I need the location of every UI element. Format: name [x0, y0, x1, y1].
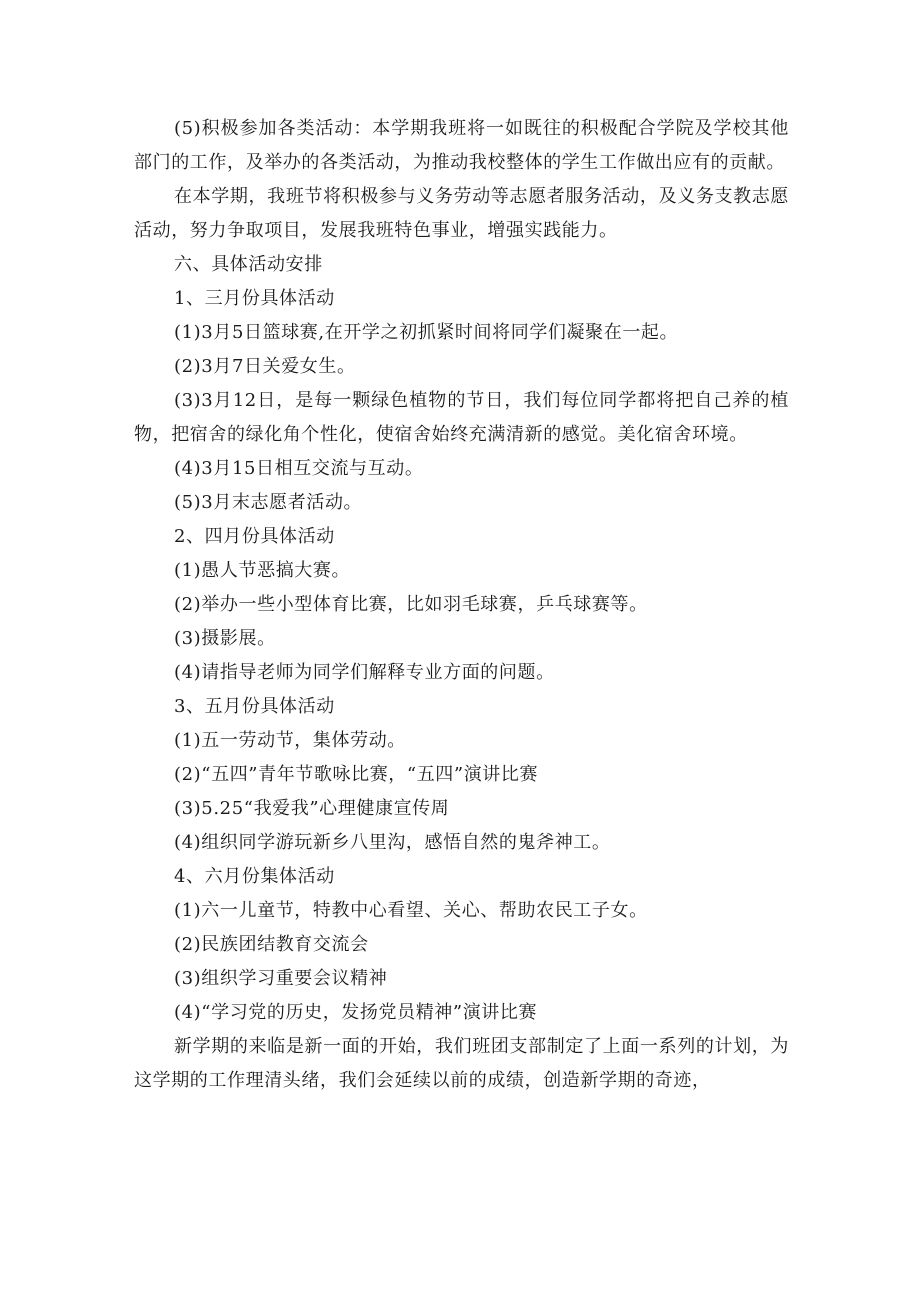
- list-item: (1)3月5日篮球赛,在开学之初抓紧时间将同学们凝聚在一起。: [174, 322, 679, 343]
- subheading-april: 2、四月份具体活动: [174, 526, 335, 547]
- list-item: (1)愚人节恶搞大赛。: [174, 560, 351, 581]
- list-item: (2)3月7日关爱女生。: [174, 356, 356, 377]
- paragraph-volunteer-plan: 在本学期，我班节将积极参与义务劳动等志愿者服务活动，及义务支教志愿活动，努力争取项目，发展我班特色事业，增强实践能力。: [134, 186, 789, 241]
- list-item: (3)组织学习重要会议精神: [174, 968, 388, 989]
- subheading-march: 1、三月份具体活动: [174, 288, 335, 309]
- list-item: (1)五一劳动节，集体劳动。: [174, 730, 406, 751]
- list-item: (1)六一儿童节，特教中心看望、关心、帮助农民工子女。: [174, 900, 648, 921]
- list-item: (5)3月末志愿者活动。: [174, 492, 363, 513]
- list-item: (2)“五四”青年节歌咏比赛，“五四”演讲比赛: [174, 764, 539, 785]
- list-item: (4)组织同学游玩新乡八里沟，感悟自然的鬼斧神工。: [174, 832, 611, 853]
- list-item: (3)摄影展。: [174, 628, 276, 649]
- section-heading-activities: 六、具体活动安排: [174, 254, 323, 275]
- list-item: (4)请指导老师为同学们解释专业方面的问题。: [174, 662, 555, 683]
- subheading-may: 3、五月份具体活动: [174, 696, 335, 717]
- list-item: (2)民族团结教育交流会: [174, 934, 369, 955]
- list-item: (3)3月12日，是每一颗绿色植物的节日，我们每位同学都将把自己养的植物，把宿舍的绿化角个性化，使宿舍始终充满清新的感觉。美化宿舍环境。: [134, 390, 789, 445]
- list-item: (4)“学习党的历史，发扬党员精神”演讲比赛: [174, 1002, 538, 1023]
- paragraph-activity-participation: (5)积极参加各类活动：本学期我班将一如既往的积极配合学院及学校其他部门的工作，及举办的各类活动，为推动我校整体的学生工作做出应有的贡献。: [134, 118, 789, 173]
- subheading-june: 4、六月份集体活动: [174, 866, 335, 887]
- list-item: (3)5.25“我爱我”心理健康宣传周: [174, 798, 450, 819]
- document-body: [134, 112, 789, 1098]
- list-item: (2)举办一些小型体育比赛，比如羽毛球赛，乒乓球赛等。: [174, 594, 648, 615]
- list-item: (4)3月15日相互交流与互动。: [174, 458, 424, 479]
- paragraph-conclusion: 新学期的来临是新一面的开始，我们班团支部制定了上面一系列的计划，为这学期的工作理清头绪，我们会延续以前的成绩，创造新学期的奇迹，: [134, 1036, 789, 1091]
